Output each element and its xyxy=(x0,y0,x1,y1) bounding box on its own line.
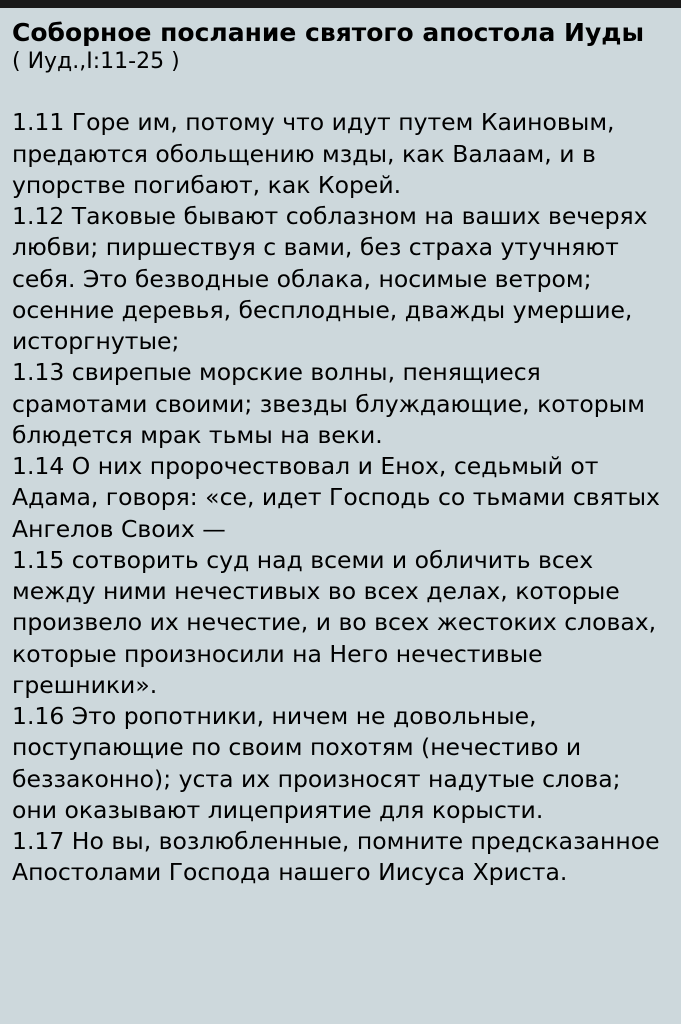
verse-item: 1.14 О них пророчествовал и Енох, седьмый от Адама, говоря: «се, идет Господь со тьмами святых Ангелов Своих — xyxy=(12,452,660,543)
verse-item: 1.16 Это ропотники, ничем не довольные, поступающие по своим похотям (нечестиво и беззаконно); уста их произносят надутые слова; они оказывают лицеприятие для корысти. xyxy=(12,702,621,824)
title-body-spacer xyxy=(12,85,669,107)
page-title: Соборное послание святого апостола Иуды xyxy=(12,18,645,47)
verse-item: 1.15 сотворить суд над всеми и обличить всех между ними нечестивых во всех делах, которые произвело их нечестие, и во всех жестоких словах, которые произносили на Него нечестивые грешники». xyxy=(12,545,657,699)
verse-item: 1.13 свирепые морские волны, пенящиеся срамотами своими; звезды блуждающие, которым блюдется мрак тьмы на веки. xyxy=(12,358,645,449)
verse-item: 1.12 Таковые бывают соблазном на ваших вечерях любви; пиршествуя с вами, без страха утучняют себя. Это безводные облака, носимые ветром; осенние деревья, бесплодные, дважды умершие, исторгнутые; xyxy=(12,202,648,356)
document-page xyxy=(0,8,681,889)
verse-item: 1.11 Горе им, потому что идут путем Каиновым, предаются обольщению мзды, как Валаам, и в упорстве погибают, как Корей. xyxy=(12,108,615,199)
verse-item: 1.17 Но вы, возлюбленные, помните предсказанное Апостолами Господа нашего Иисуса Христа. xyxy=(12,827,660,887)
status-bar xyxy=(0,0,681,8)
scripture-reference: ( Иуд.,I:11-25 ) xyxy=(12,49,180,74)
verse-list xyxy=(12,107,669,888)
